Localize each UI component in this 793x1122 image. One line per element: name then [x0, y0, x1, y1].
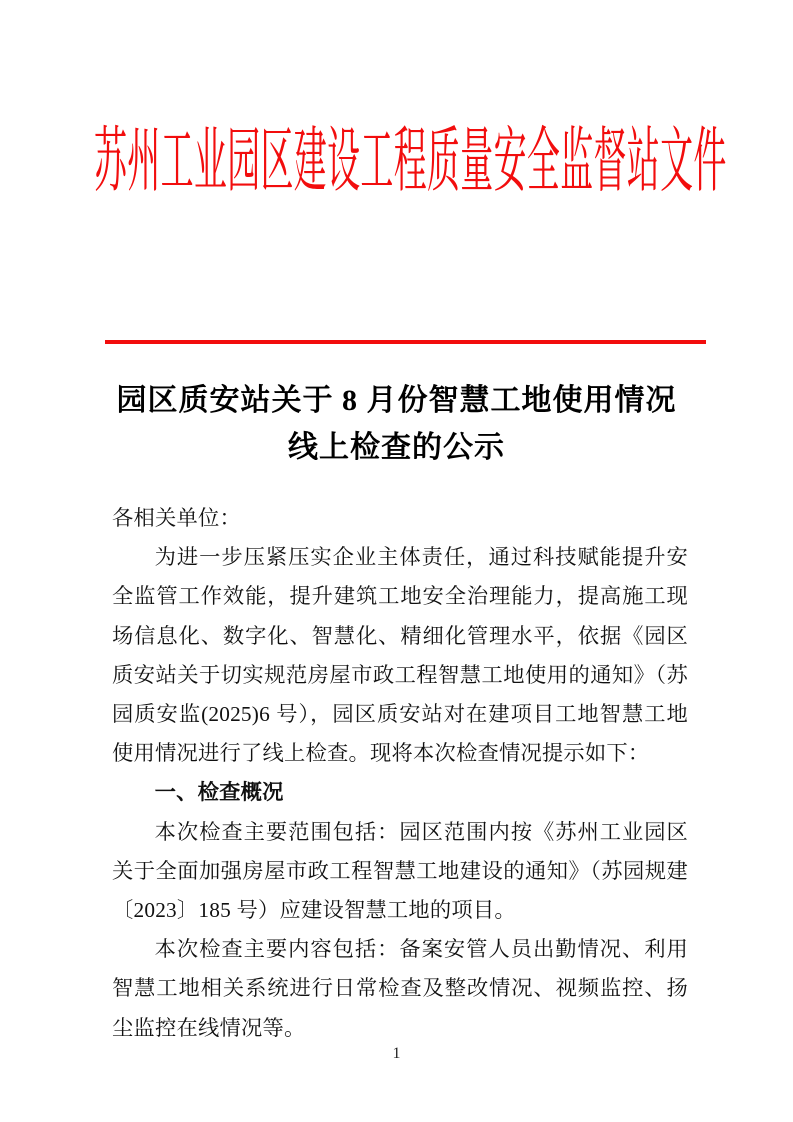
paragraph-inspection-scope: 本次检查主要范围包括：园区范围内按《苏州工业园区关于全面加强房屋市政工程智慧工地建设的通知》（苏园规建〔2023〕185 号）应建设智慧工地的项目。 [112, 819, 688, 923]
document-title [0, 377, 793, 471]
section-heading-inspection-overview: 一、检查概况 [154, 780, 284, 805]
document-title-line1: 园区质安站关于 8 月份智慧工地使用情况 [116, 384, 677, 417]
page-number: 1 [392, 1045, 401, 1062]
salutation: 各相关单位： [112, 506, 241, 530]
letterhead-banner-text: 苏州工业园区建设工程质量安全监督站文件 [94, 124, 727, 203]
document-body [112, 499, 688, 1048]
document-title-line2: 线上检查的公示 [288, 431, 505, 464]
red-divider-line [105, 340, 706, 344]
letterhead-banner [94, 124, 727, 203]
paragraph-introduction: 为进一步压紧压实企业主体责任，通过科技赋能提升安全监管工作效能，提升建筑工地安全治理能力，提高施工现场信息化、数字化、智慧化、精细化管理水平，依据《园区质安站关于切实规范房屋市政工程智慧工地使用的通知》（苏园质安监(2025)6 号），园区质安站对在建项目工地智慧工地使用情况进行了线上检查。现将本次检查情况提示如下： [112, 545, 688, 766]
paragraph-inspection-content: 本次检查主要内容包括：备案安管人员出勤情况、利用智慧工地相关系统进行日常检查及整改情况、视频监控、扬尘监控在线情况等。 [112, 937, 688, 1040]
